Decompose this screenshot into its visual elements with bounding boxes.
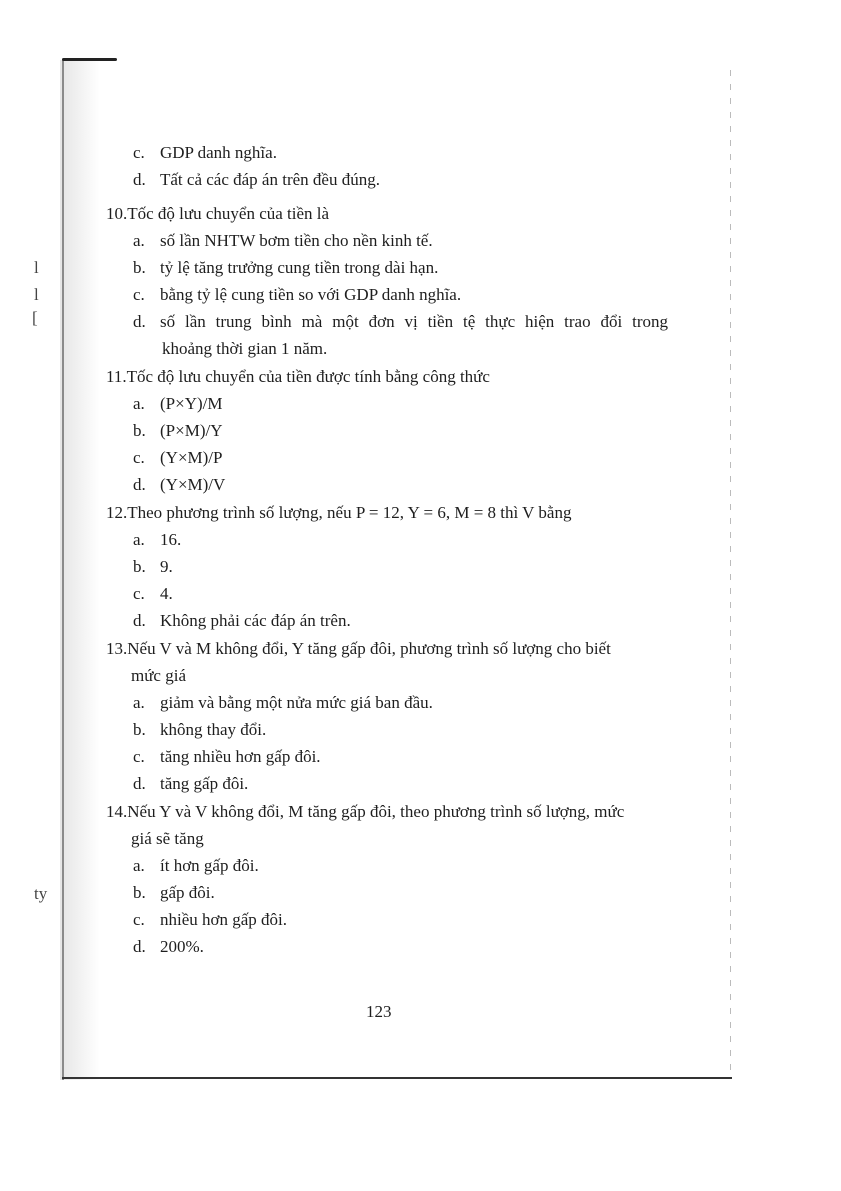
page-top-corner xyxy=(62,58,117,61)
page-right-edge xyxy=(730,70,731,1075)
option-text: 4. xyxy=(160,584,173,603)
option-letter: a. xyxy=(133,394,145,413)
option-line xyxy=(133,231,433,251)
option-line xyxy=(133,394,222,414)
option-line xyxy=(133,285,461,305)
option-letter: d. xyxy=(133,774,146,793)
margin-mark: [ xyxy=(32,308,38,327)
question-number: 12. xyxy=(106,503,128,522)
option-letter: a. xyxy=(133,693,145,712)
option-text: (P×M)/Y xyxy=(160,421,223,440)
option-text: không thay đổi. xyxy=(160,720,267,739)
page-left-edge xyxy=(62,60,64,1080)
option-letter: c. xyxy=(133,747,145,766)
option-line xyxy=(133,143,277,163)
option-text: tăng nhiều hơn gấp đôi. xyxy=(160,747,321,766)
option-text: (Y×M)/P xyxy=(160,448,223,467)
option-text: tăng gấp đôi. xyxy=(160,774,249,793)
page-number: 123 xyxy=(366,1002,392,1021)
option-line xyxy=(133,258,438,278)
option-text: tỷ lệ tăng trưởng cung tiền trong dài hạn. xyxy=(160,258,439,277)
question-line xyxy=(131,666,186,686)
option-text: GDP danh nghĩa. xyxy=(160,143,277,162)
option-letter: c. xyxy=(133,910,145,929)
option-line xyxy=(133,557,173,577)
option-letter: a. xyxy=(133,530,145,549)
option-line xyxy=(133,611,351,631)
question-stem: Theo phương trình số lượng, nếu P = 12, Y = 6, M = 8 thì V bằng xyxy=(127,503,572,522)
option-line xyxy=(133,910,287,930)
margin-mark: l xyxy=(34,258,39,277)
option-line xyxy=(133,170,380,190)
option-letter: d. xyxy=(133,312,146,331)
option-line xyxy=(133,856,259,876)
option-line xyxy=(162,339,327,359)
option-letter: b. xyxy=(133,258,146,277)
option-text: bằng tỷ lệ cung tiền so với GDP danh nghĩa. xyxy=(160,285,462,304)
option-letter: c. xyxy=(133,584,145,603)
option-text: ít hơn gấp đôi. xyxy=(160,856,259,875)
option-text: 9. xyxy=(160,557,173,576)
option-line xyxy=(133,774,248,794)
option-text: 200%. xyxy=(160,937,204,956)
question-stem: mức giá xyxy=(131,666,187,685)
question-number: 13. xyxy=(106,639,128,658)
option-line xyxy=(133,475,225,495)
option-text: (P×Y)/M xyxy=(160,394,223,413)
option-line xyxy=(133,421,222,441)
option-letter: a. xyxy=(133,856,145,875)
question-line xyxy=(106,204,329,224)
option-text: (Y×M)/V xyxy=(160,475,226,494)
option-letter: c. xyxy=(133,285,145,304)
option-letter: d. xyxy=(133,611,146,630)
question-number: 14. xyxy=(106,802,128,821)
option-text: nhiều hơn gấp đôi. xyxy=(160,910,288,929)
option-line xyxy=(133,530,181,550)
question-stem: Nếu Y và V không đổi, M tăng gấp đôi, theo phương trình số lượng, mức xyxy=(127,802,625,821)
option-letter: d. xyxy=(133,170,146,189)
option-line xyxy=(133,720,266,740)
option-letter: b. xyxy=(133,883,146,902)
question-line xyxy=(106,367,490,387)
question-number: 10. xyxy=(106,204,128,223)
question-stem: giá sẽ tăng xyxy=(131,829,204,848)
question-number: 11. xyxy=(106,367,127,386)
margin-mark: l xyxy=(34,285,39,304)
question-stem: Tốc độ lưu chuyển của tiền là xyxy=(127,204,330,223)
option-letter: a. xyxy=(133,231,145,250)
question-stem: Nếu V và M không đổi, Y tăng gấp đôi, phương trình số lượng cho biết xyxy=(127,639,611,658)
option-line xyxy=(133,584,173,604)
option-letter: c. xyxy=(133,448,145,467)
question-stem: Tốc độ lưu chuyển của tiền được tính bằng công thức xyxy=(126,367,490,386)
option-text: Tất cả các đáp án trên đều đúng. xyxy=(160,170,380,189)
question-line xyxy=(106,802,624,822)
question-line xyxy=(106,503,571,523)
question-line xyxy=(106,639,611,659)
option-text: số lần trung bình mà một đơn vị tiền tệ thực hiện trao đổi trong xyxy=(160,312,668,331)
option-line xyxy=(133,312,668,332)
option-text: 16. xyxy=(160,530,182,549)
option-text: giảm và bằng một nửa mức giá ban đầu. xyxy=(160,693,433,712)
option-text: Không phải các đáp án trên. xyxy=(160,611,351,630)
option-line xyxy=(133,747,321,767)
option-letter: b. xyxy=(133,557,146,576)
option-letter: d. xyxy=(133,475,146,494)
option-letter: d. xyxy=(133,937,146,956)
option-line xyxy=(133,693,433,713)
option-line xyxy=(133,937,204,957)
option-letter: b. xyxy=(133,421,146,440)
option-text: gấp đôi. xyxy=(160,883,215,902)
option-letter: b. xyxy=(133,720,146,739)
page-binding-shadow xyxy=(60,60,100,1080)
page-bottom-edge xyxy=(62,1077,732,1079)
question-line xyxy=(131,829,204,849)
option-letter: c. xyxy=(133,143,145,162)
option-text: số lần NHTW bơm tiền cho nền kinh tế. xyxy=(160,231,433,250)
margin-mark: ty xyxy=(34,884,48,903)
option-line xyxy=(133,448,222,468)
option-text: khoảng thời gian 1 năm. xyxy=(162,339,328,358)
option-line xyxy=(133,883,215,903)
